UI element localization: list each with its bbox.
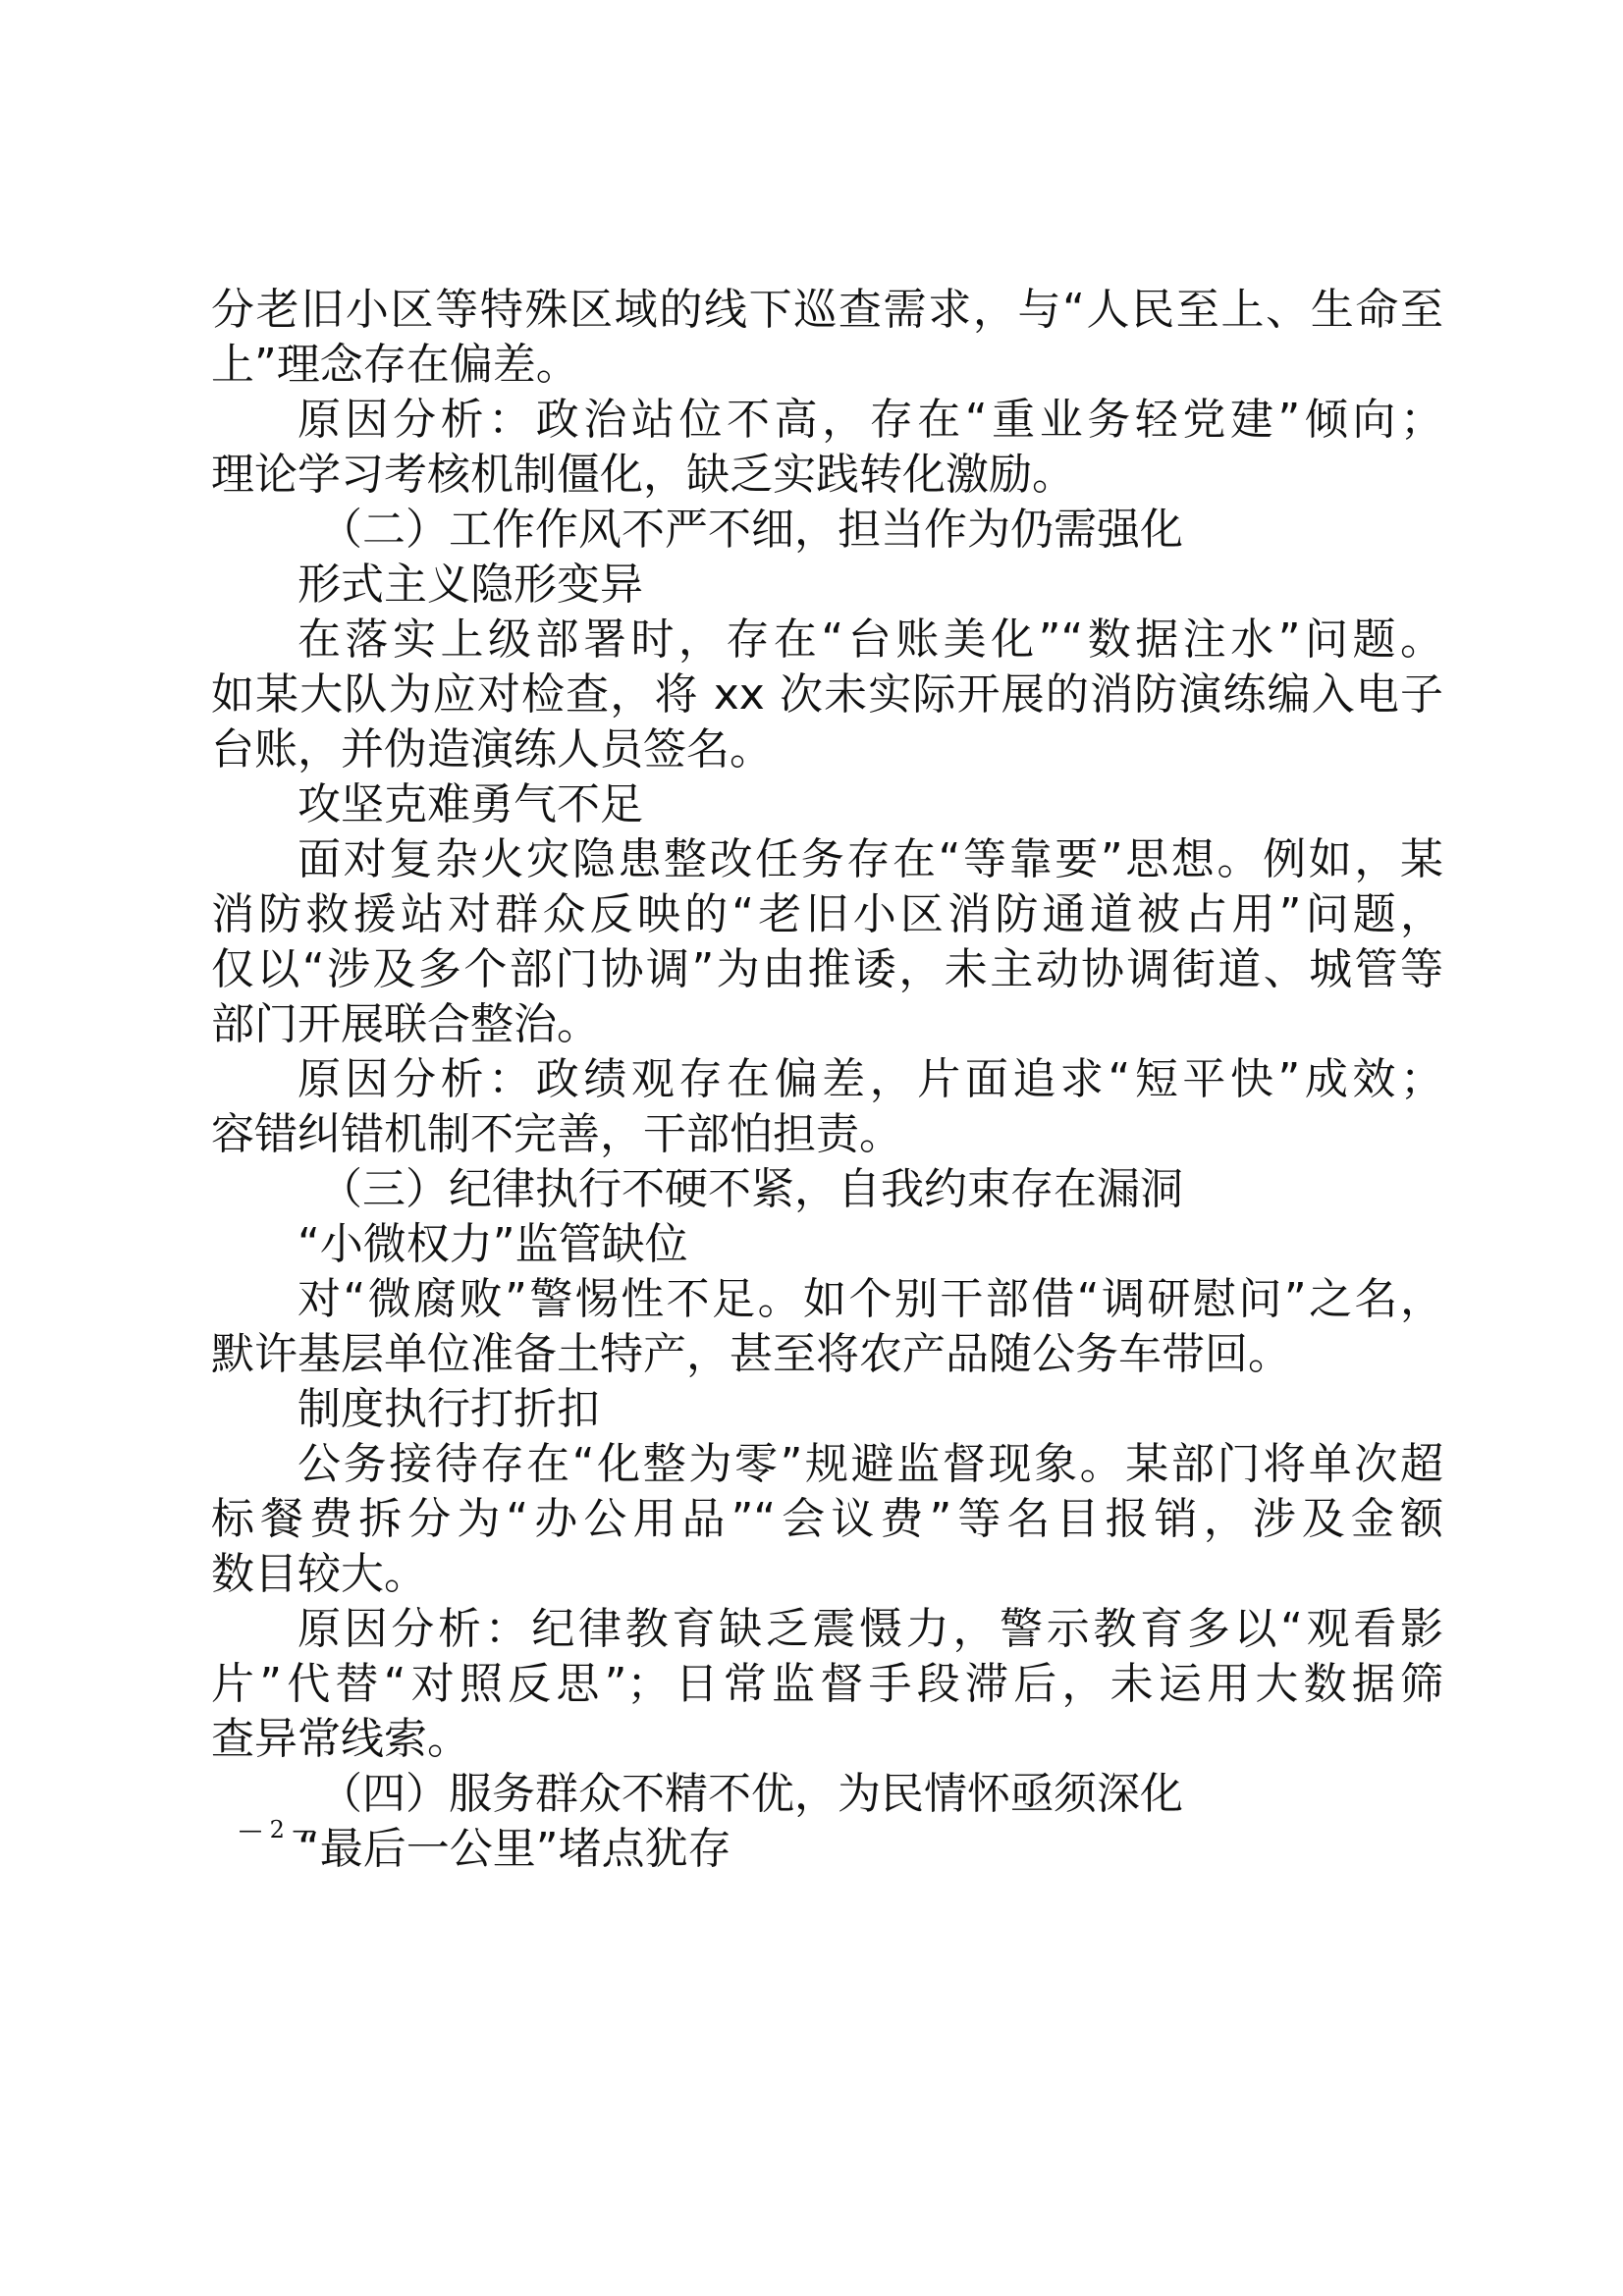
text-line: 对“微腐败”警惕性不足。如个别干部借“调研慰问”之名，	[298, 1274, 1443, 1324]
text-line: 消防救援站对群众反映的“老旧小区消防通道被占用”问题，	[211, 889, 1443, 939]
text-line: 仅以“涉及多个部门协调”为由推诿，未主动协调街道、城管等	[211, 944, 1443, 994]
text-line: 公务接待存在“化整为零”规避监督现象。某部门将单次超	[298, 1439, 1443, 1489]
text-line: 理论学习考核机制僵化，缺乏实践转化激励。	[211, 450, 1075, 500]
page-number: — 2 —	[239, 1816, 316, 1843]
text-line: “最后一公里”堵点犹存	[298, 1824, 731, 1874]
text-line: 默许基层单位准备土特产，甚至将农产品随公务车带回。	[211, 1329, 1291, 1379]
text-line: 片”代替“对照反思”；日常监督手段滞后，未运用大数据筛	[211, 1659, 1443, 1709]
text-line: 制度执行打折扣	[298, 1384, 600, 1434]
text-line: 原因分析：纪律教育缺乏震慑力，警示教育多以“观看影	[298, 1604, 1443, 1654]
text-line: 分老旧小区等特殊区域的线下巡查需求，与“人民至上、生命至	[211, 285, 1443, 335]
text-line: 原因分析：政治站位不高，存在“重业务轻党建”倾向；	[298, 395, 1443, 445]
text-line: 标餐费拆分为“办公用品”“会议费”等名目报销，涉及金额	[211, 1494, 1443, 1544]
document-body	[211, 283, 1443, 1877]
text-line: 如某大队为应对检查，将 xx 次未实际开展的消防演练编入电子	[211, 669, 1443, 720]
text-line: 原因分析：政绩观存在偏差，片面追求“短平快”成效；	[298, 1054, 1443, 1104]
text-line: 形式主义隐形变异	[298, 560, 643, 610]
text-line: 数目较大。	[211, 1549, 427, 1599]
text-line: 部门开展联合整治。	[211, 999, 600, 1049]
text-line: 台账，并伪造演练人员签名。	[211, 724, 773, 774]
text-line: 面对复杂火灾隐患整改任务存在“等靠要”思想。例如，某	[298, 834, 1443, 884]
text-line: 在落实上级部署时，存在“台账美化”“数据注水”问题。	[298, 614, 1443, 665]
text-line: （三）纪律执行不硬不紧，自我约束存在漏洞	[319, 1164, 1183, 1214]
text-line: 上”理念存在偏差。	[211, 340, 579, 390]
text-line: （二）工作作风不严不细，担当作为仍需强化	[319, 505, 1183, 555]
text-line: “小微权力”监管缺位	[298, 1219, 688, 1269]
text-line: 查异常线索。	[211, 1714, 470, 1764]
text-line: 容错纠错机制不完善，干部怕担责。	[211, 1109, 902, 1159]
text-line: （四）服务群众不精不优，为民情怀亟须深化	[319, 1769, 1183, 1819]
text-line: 攻坚克难勇气不足	[298, 779, 643, 829]
